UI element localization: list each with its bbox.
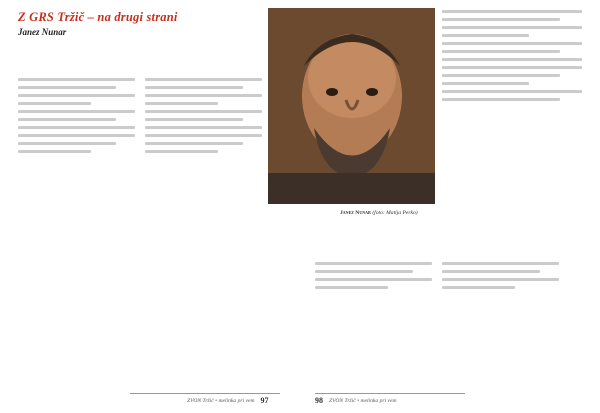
page-title: Z GRS Tržič – na drugi strani	[18, 10, 178, 24]
footer-right-label: ZVON Tržič • melinka pri vem	[329, 398, 397, 404]
author-byline: Janez Nunar	[18, 27, 67, 37]
page-number-right: 98	[315, 396, 323, 405]
column-3	[315, 262, 432, 374]
column-5	[442, 10, 582, 372]
footer-right	[315, 396, 397, 405]
caption-credit: (foto: Matija Perko)	[372, 210, 418, 216]
footer-rule-left	[130, 393, 280, 394]
footer-left	[187, 396, 269, 405]
portrait-photo	[268, 8, 435, 204]
page-number-left: 97	[260, 396, 269, 405]
footer-rule-right	[315, 393, 465, 394]
footer-left-label: ZVON Tržič • melinka pri vem	[187, 398, 255, 404]
portrait-illustration-icon	[268, 8, 435, 204]
column-2	[145, 78, 262, 370]
photo-caption	[340, 210, 418, 216]
column-1	[18, 78, 135, 370]
caption-name: Janez Nunar	[340, 210, 371, 216]
